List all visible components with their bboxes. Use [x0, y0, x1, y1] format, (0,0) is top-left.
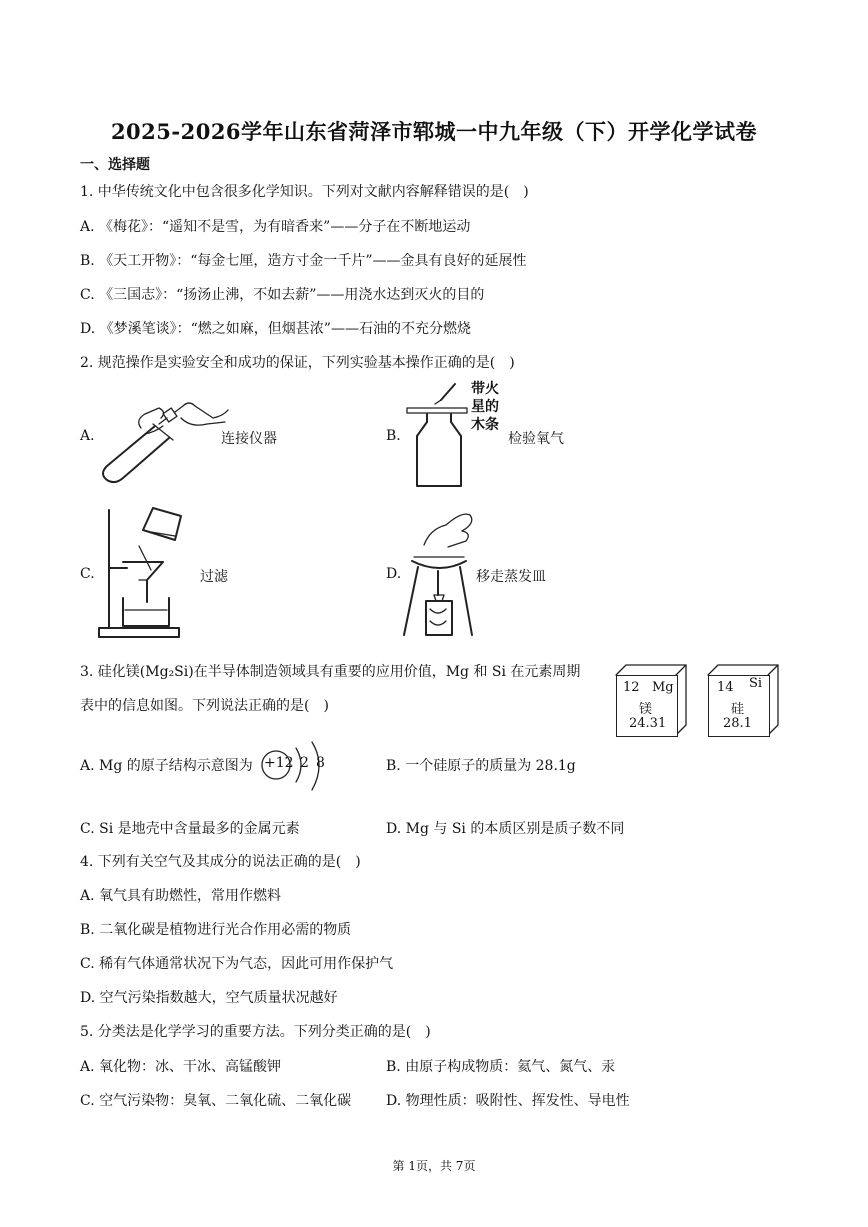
mg-nucleus-charge: +12: [264, 755, 294, 771]
q3-option-c: C. Si 是地壳中含量最多的金属元素: [80, 821, 300, 837]
q5-option-c: C. 空气污染物：臭氧、二氧化硫、二氧化碳: [80, 1093, 352, 1109]
q5-stem: 5. 分类法是化学学习的重要方法。下列分类正确的是( ): [80, 1024, 431, 1040]
q2-option-c-caption: 过滤: [200, 569, 228, 585]
q2-stem: 2. 规范操作是实验安全和成功的保证，下列实验基本操作正确的是( ): [80, 355, 515, 371]
q2-option-b-stick-label: [471, 380, 499, 434]
q1-option-a: A. 《梅花》：“遥知不是雪，为有暗香来”——分子在不断地运动: [80, 219, 471, 235]
q4-option-b: B. 二氧化碳是植物进行光合作用必需的物质: [80, 922, 352, 938]
si-mass: 28.1: [723, 716, 752, 731]
mg-shell-1: 2: [300, 755, 309, 771]
page-title: 2025-2026学年山东省菏泽市郓城一中九年级（下）开学化学试卷: [110, 119, 758, 144]
q2-option-d-caption: 移走蒸发皿: [476, 569, 546, 585]
mg-name: 镁: [639, 702, 653, 717]
q4-option-d: D. 空气污染指数越大，空气质量状况越好: [80, 990, 338, 1006]
mg-mass: 24.31: [629, 716, 667, 731]
q3-option-b: B. 一个硅原子的质量为 28.1g: [386, 758, 576, 774]
q2-option-a-caption: 连接仪器: [221, 431, 277, 447]
q1-stem: 1. 中华传统文化中包含很多化学知识。下列对文献内容解释错误的是( ): [80, 184, 529, 200]
page-footer: 第 1页，共 7页: [392, 1159, 476, 1173]
q2-option-b-label: B.: [386, 428, 401, 444]
q2-option-b-caption: 检验氧气: [508, 431, 564, 447]
q2-option-c-image: [95, 502, 190, 642]
q3-option-d: D. Mg 与 Si 的本质区别是质子数不同: [386, 821, 625, 837]
q1-option-b: B. 《天工开物》：“每金七厘，造方寸金一千片”——金具有良好的延展性: [80, 253, 527, 269]
q3-stem-line-1: 3. 硅化镁(Mg₂Si)在半导体制造领域具有重要的应用价值，Mg 和 Si 在元素周期: [80, 664, 581, 680]
q2-option-a-label: A.: [80, 428, 95, 444]
si-atomic-number: 14: [717, 680, 734, 695]
si-symbol: Si: [749, 676, 763, 691]
q2-option-a-image: [95, 388, 230, 483]
section-heading: 一、选择题: [80, 157, 150, 173]
q1-option-d: D. 《梦溪笔谈》：“燃之如麻，但烟甚浓”——石油的不充分燃烧: [80, 321, 471, 337]
q5-option-b: B. 由原子构成物质：氦气、氮气、汞: [386, 1059, 616, 1075]
q3-stem-line-2: 表中的信息如图。下列说法正确的是( ): [80, 698, 329, 714]
mg-shell-2: 8: [316, 755, 325, 771]
stick-label-line-1: 带火: [471, 381, 499, 397]
q4-option-c: C. 稀有气体通常状况下为气态，因此可用作保护气: [80, 956, 394, 972]
q3-option-a: A. Mg 的原子结构示意图为: [80, 758, 253, 774]
q2-option-d-label: D.: [386, 566, 402, 582]
mg-symbol: Mg: [652, 680, 674, 695]
q2-option-c-label: C.: [80, 566, 95, 582]
mg-atomic-number: 12: [623, 680, 640, 695]
q4-option-a: A. 氧气具有助燃性，常用作燃料: [80, 888, 282, 904]
q2-option-d-image: [400, 505, 480, 645]
element-card-si: [708, 675, 770, 737]
q5-option-d: D. 物理性质：吸附性、挥发性、导电性: [386, 1093, 630, 1109]
q4-stem: 4. 下列有关空气及其成分的说法正确的是( ): [80, 854, 361, 870]
q1-option-c: C. 《三国志》：“扬汤止沸，不如去薪”——用浇水达到灭火的目的: [80, 287, 485, 303]
stick-label-line-3: 木条: [471, 417, 499, 433]
element-card-mg: [616, 675, 678, 737]
q5-option-a: A. 氧化物：冰、干冰、高锰酸钾: [80, 1059, 282, 1075]
stick-label-line-2: 星的: [471, 399, 499, 415]
si-name: 硅: [731, 702, 745, 717]
